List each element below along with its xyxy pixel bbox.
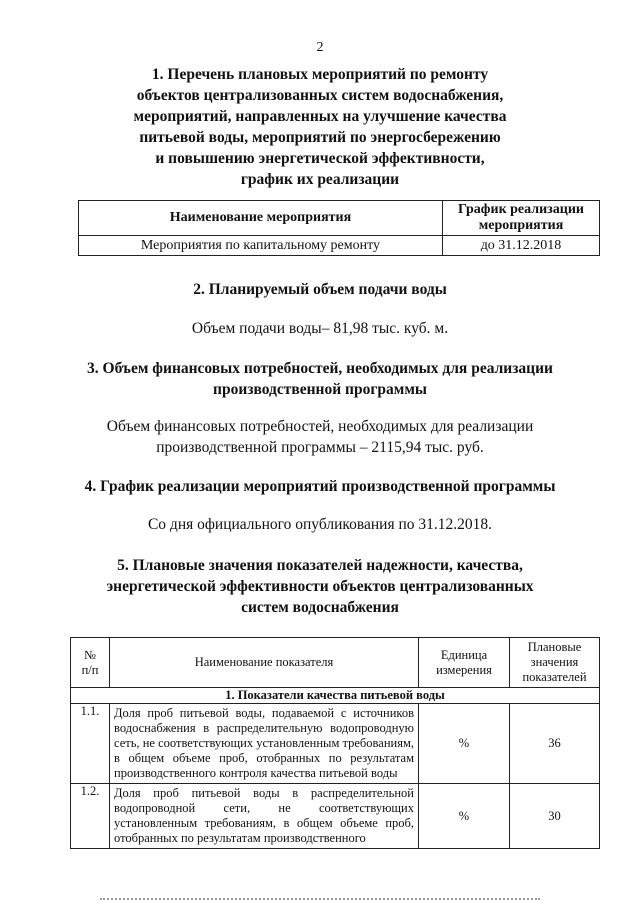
section5-title-line: энергетической эффективности объектов централизованных	[106, 578, 534, 595]
indicators-header-plan-line: значения	[530, 655, 579, 669]
activity-date-cell: до 31.12.2018	[443, 236, 600, 256]
section2-text: Объем подачи воды– 81,98 тыс. куб. м.	[191, 320, 449, 337]
section1-title-line: 1. Перечень плановых мероприятий по ремонту	[151, 66, 489, 83]
indicators-header-unit	[419, 638, 510, 688]
section5-title-line: 5. Плановые значения показателей надежности, качества,	[117, 557, 523, 574]
indicators-header-number-line: №	[84, 647, 96, 662]
scan-edge-line	[100, 898, 540, 902]
indicators-header-number	[71, 638, 110, 688]
indicators-header-plan-line: показателей	[522, 670, 587, 684]
section4-text: Со дня официального опубликования по 31.12.2018.	[147, 516, 493, 533]
section3-text-line: производственной программы – 2115,94 тыс. руб.	[156, 439, 484, 456]
indicator-unit: %	[419, 704, 510, 784]
indicator-number: 1.1.	[71, 704, 110, 784]
section1-title-line: и повышению энергетической эффективности,	[155, 150, 485, 167]
indicator-name: Доля проб питьевой воды в распределительной водопроводной сети, не соответствующих установленным требованиям, в общем объеме проб, отобранных по результатам производственного	[110, 784, 419, 849]
activities-table	[78, 200, 600, 256]
indicators-table	[70, 637, 600, 849]
section1-title-line: мероприятий, направленных на улучшение качества	[133, 108, 507, 125]
section1-title	[0, 64, 640, 190]
activities-header-schedule	[443, 201, 600, 236]
indicator-name: Доля проб питьевой воды, подаваемой с источников водоснабжения в распределительную водопроводную сеть, не соответствующих установленным требованиям, в общем объеме проб, отобранных по результатам производственного контроля качества питьевой воды	[110, 704, 419, 784]
section3-title	[0, 358, 640, 400]
indicators-header-unit-line: измерения	[436, 662, 492, 677]
activities-header-schedule-line: мероприятия	[478, 218, 564, 233]
indicators-header-plan-line: Плановые	[527, 640, 582, 654]
activity-name-cell: Мероприятия по капитальному ремонту	[79, 236, 443, 256]
section1-title-line: график их реализации	[240, 171, 400, 188]
indicator-number: 1.2.	[71, 784, 110, 849]
table-row	[71, 784, 600, 849]
page-number: 2	[316, 40, 324, 55]
section2-title: 2. Планируемый объем подачи воды	[193, 281, 447, 298]
section5-title	[0, 555, 640, 618]
section5-title-line: систем водоснабжения	[241, 599, 399, 616]
section3-title-line: 3. Объем финансовых потребностей, необходимых для реализации	[87, 360, 553, 377]
activities-header-schedule-line: График реализации	[458, 202, 584, 217]
indicator-unit: %	[419, 784, 510, 849]
indicators-header-number-line: п/п	[81, 662, 99, 677]
section4-title: 4. График реализации мероприятий производственной программы	[84, 478, 556, 495]
indicators-header-plan	[510, 638, 600, 688]
indicators-header-unit-line: Единица	[440, 647, 488, 662]
section1-title-line: объектов централизованных систем водоснабжения,	[136, 87, 504, 104]
section3-text-line: Объем финансовых потребностей, необходимых для реализации	[106, 418, 534, 435]
activities-header-name: Наименование мероприятия	[79, 201, 443, 236]
indicators-subheader: 1. Показатели качества питьевой воды	[71, 688, 600, 704]
indicator-value: 36	[510, 704, 600, 784]
section1-title-line: питьевой воды, мероприятий по энергосбережению	[139, 129, 501, 146]
section3-text	[0, 416, 640, 458]
table-row	[71, 704, 600, 784]
indicators-header-name: Наименование показателя	[110, 638, 419, 688]
indicator-value: 30	[510, 784, 600, 849]
section3-title-line: производственной программы	[213, 381, 427, 398]
